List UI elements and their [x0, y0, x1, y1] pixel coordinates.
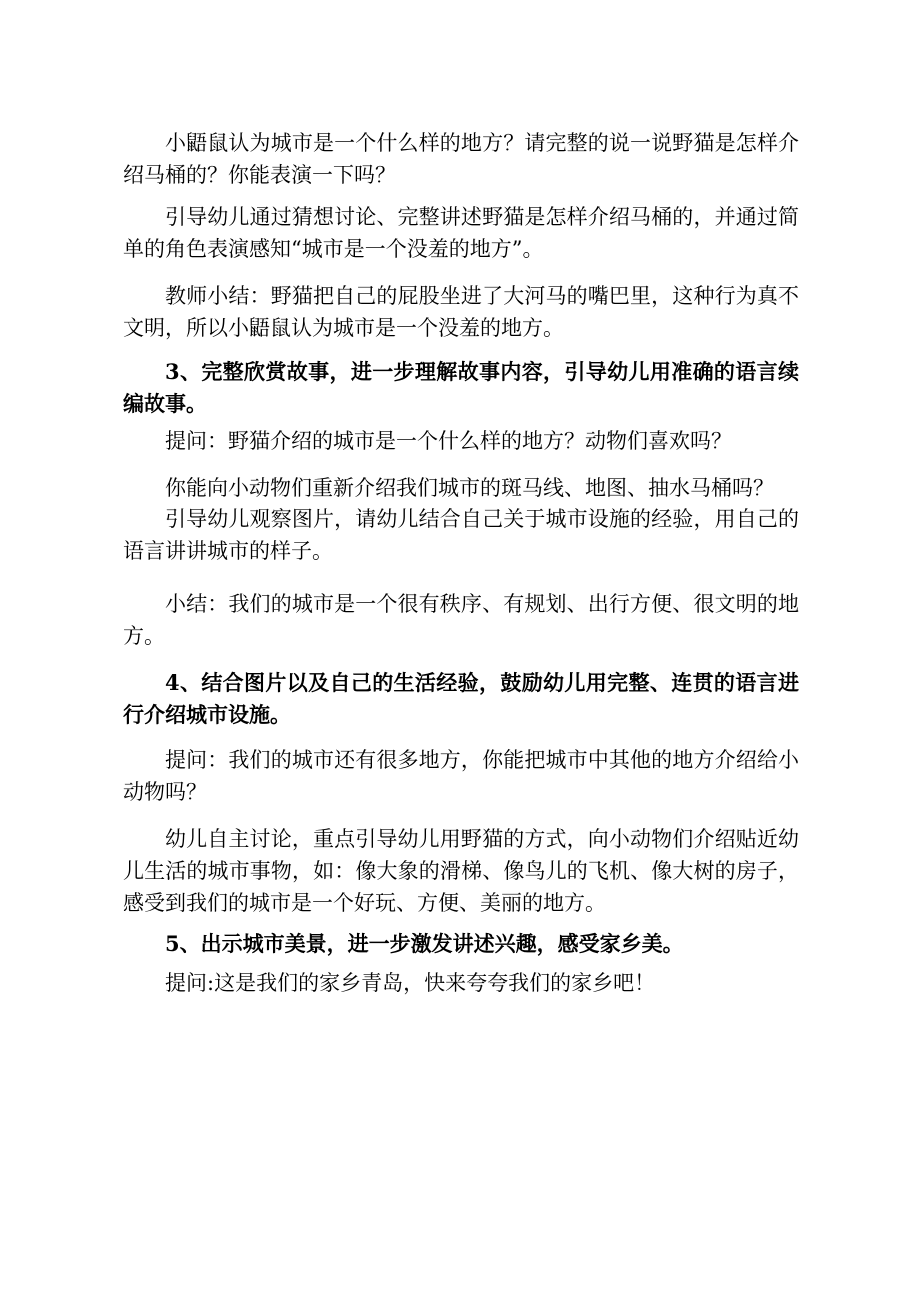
- section-heading-5: 5、出示城市美景，进一步激发讲述兴趣，感受家乡美。: [165, 931, 684, 956]
- paragraph-5: 你能向小动物们重新介绍我们城市的斑马线、地图、抽水马桶吗？: [165, 476, 774, 500]
- paragraph-1: 小鼯鼠认为城市是一个什么样的地方？请完整的说一说野猫是怎样介绍马桶的？你能表演一下吗？: [123, 131, 799, 187]
- paragraph-10: 提问:这是我们的家乡青岛，快来夸夸我们的家乡吧！: [165, 971, 656, 995]
- paragraph-9: 幼儿自主讨论，重点引导幼儿用野猫的方式，向小动物们介绍贴近幼儿生活的城市事物，如：像大象的滑梯、像鸟儿的飞机、像大树的房子，感受到我们的城市是一个好玩、方便、美丽的地方。: [123, 827, 799, 915]
- paragraph-7: 小结：我们的城市是一个很有秩序、有规划、出行方便、很文明的地方。: [123, 592, 799, 648]
- paragraph-6: 引导幼儿观察图片，请幼儿结合自己关于城市设施的经验，用自己的语言讲讲城市的样子。: [123, 507, 799, 563]
- section-heading-3: 3、完整欣赏故事，进一步理解故事内容，引导幼儿用准确的语言续编故事。: [123, 359, 799, 416]
- paragraph-8: 提问：我们的城市还有很多地方，你能把城市中其他的地方介绍给小动物吗？: [123, 748, 799, 804]
- section-heading-4: 4、结合图片以及自己的生活经验，鼓励幼儿用完整、连贯的语言进行介绍城市设施。: [123, 670, 799, 727]
- paragraph-4: 提问：野猫介绍的城市是一个什么样的地方？动物们喜欢吗？: [165, 429, 732, 453]
- paragraph-3: 教师小结：野猫把自己的屁股坐进了大河马的嘴巴里，这种行为真不文明，所以小鼯鼠认为城市是一个没羞的地方。: [123, 284, 799, 340]
- paragraph-2: 引导幼儿通过猜想讨论、完整讲述野猫是怎样介绍马桶的，并通过简单的角色表演感知“城市是一个没羞的地方”。: [123, 205, 799, 261]
